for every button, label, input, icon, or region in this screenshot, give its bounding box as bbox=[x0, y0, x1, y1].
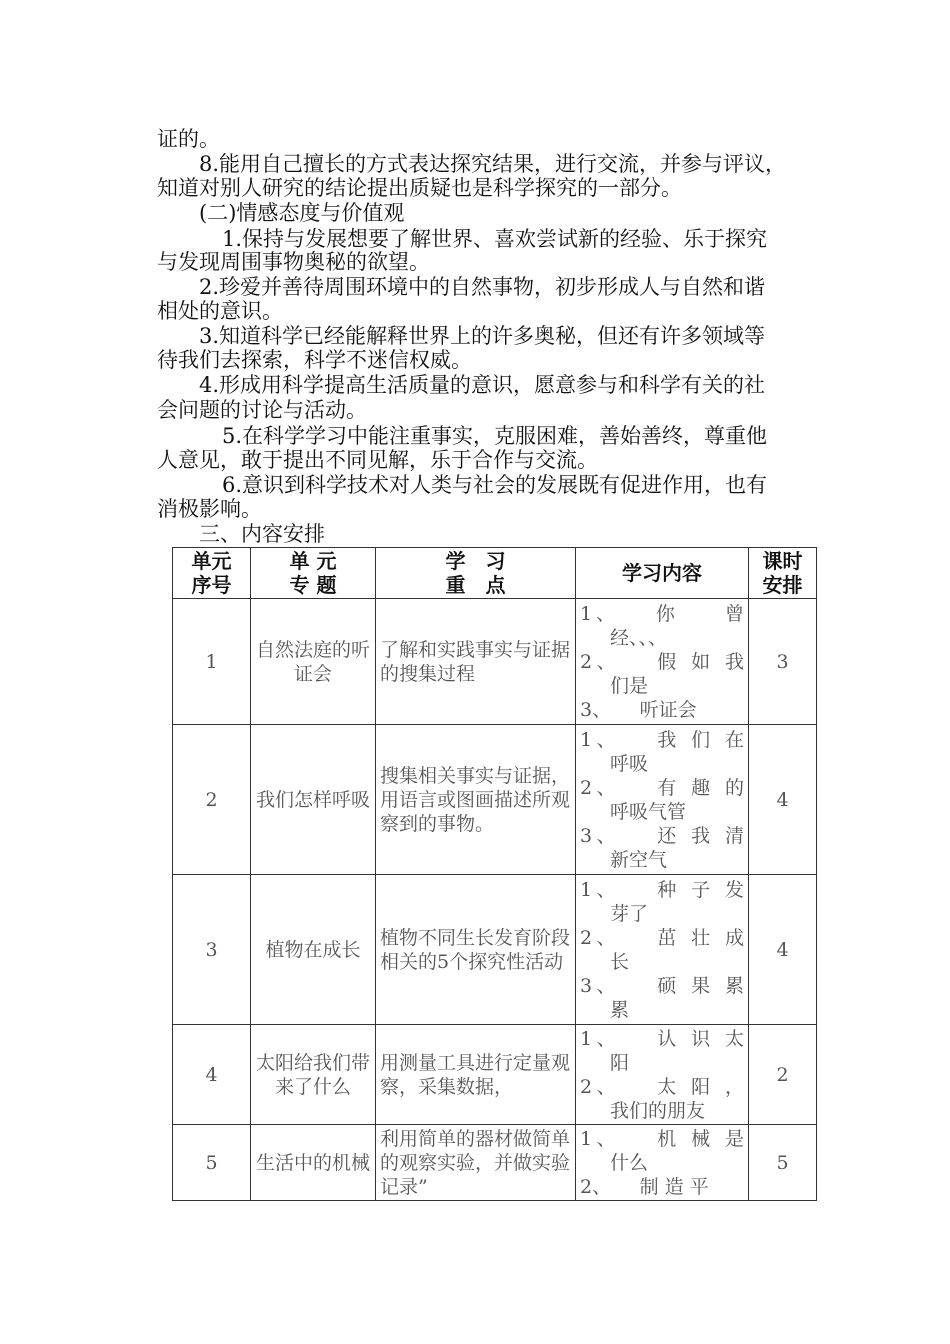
learning-focus: 搜集相关事实与证据，用语言或图画描述所观察到的事物。 bbox=[376, 725, 576, 875]
content-item-text: 我们的朋友 bbox=[610, 1099, 706, 1122]
content-item-text: 累 bbox=[610, 998, 630, 1021]
learning-focus: 了解和实践事实与证据的搜集过程 bbox=[376, 599, 576, 725]
header-unit-topic bbox=[251, 548, 376, 599]
content-item-text: 长 bbox=[610, 950, 630, 973]
paragraph-line: 证的。 bbox=[157, 127, 220, 151]
content-item-text: 们是 bbox=[610, 674, 649, 697]
header-learning-focus bbox=[376, 548, 576, 599]
content-item-text: 2、 假 如 我 bbox=[580, 650, 744, 673]
unit-number: 5 bbox=[173, 1125, 251, 1201]
learning-focus: 用测量工具进行定量观察，采集数据， bbox=[376, 1025, 576, 1125]
content-item-text: 1、 你 曾 bbox=[580, 602, 744, 625]
class-hours: 3 bbox=[749, 599, 817, 725]
content-item-text: 3、 听证会 bbox=[580, 698, 697, 721]
content-item-text: 2、 制 造 平 bbox=[580, 1175, 709, 1198]
content-item-text: 经、、、 bbox=[610, 626, 668, 649]
header-class-hours bbox=[749, 548, 817, 599]
content-item-text: 什么 bbox=[610, 1151, 649, 1174]
header-text: 安排 bbox=[762, 573, 803, 597]
section-heading: (二)情感态度与价值观 bbox=[199, 201, 405, 225]
paragraph-line: 消极影响。 bbox=[157, 497, 262, 521]
content-item bbox=[580, 1175, 744, 1199]
learning-content bbox=[576, 1025, 749, 1125]
header-text: 重 点 bbox=[445, 573, 506, 597]
section-heading: 三、内容安排 bbox=[199, 522, 325, 546]
unit-topic: 自然法庭的听证会 bbox=[251, 599, 376, 725]
paragraph-line: 3.知道科学已经能解释世界上的许多奥秘，但还有许多领域等 bbox=[199, 324, 766, 348]
content-item-text: 1、 机 械 是 bbox=[580, 1127, 744, 1150]
learning-content bbox=[576, 875, 749, 1025]
learning-focus: 利用简单的器材做简单的观察实验，并做实验记录” bbox=[376, 1125, 576, 1201]
learning-content bbox=[576, 599, 749, 725]
table-row bbox=[173, 1125, 817, 1201]
table-row bbox=[173, 875, 817, 1025]
content-item-text: 呼吸 bbox=[610, 752, 649, 775]
content-item-text: 1、 种 子 发 bbox=[580, 878, 744, 901]
content-item bbox=[580, 776, 744, 824]
paragraph-line: 6.意识到科学技术对人类与社会的发展既有促进作用，也有 bbox=[222, 473, 768, 497]
content-item-text: 新空气 bbox=[610, 848, 668, 871]
content-item-text: 3、 硕 果 累 bbox=[580, 974, 744, 997]
unit-topic: 我们怎样呼吸 bbox=[251, 725, 376, 875]
content-item-text: 芽了 bbox=[610, 902, 649, 925]
paragraph-line: 相处的意识。 bbox=[157, 299, 283, 323]
header-text: 课时 bbox=[762, 549, 803, 573]
paragraph-line: 5.在科学学习中能注重事实，克服困难，善始善终，尊重他 bbox=[222, 424, 768, 448]
paragraph-line: 人意见，敢于提出不同见解，乐于合作与交流。 bbox=[157, 448, 598, 472]
content-item bbox=[580, 728, 744, 776]
content-item bbox=[580, 926, 744, 974]
content-item bbox=[580, 1075, 744, 1123]
unit-number: 3 bbox=[173, 875, 251, 1025]
content-item-text: 1、 认 识 太 bbox=[580, 1027, 744, 1050]
paragraph-line: 待我们去探索，科学不迷信权威。 bbox=[157, 348, 472, 372]
content-item bbox=[580, 650, 744, 698]
header-learning-content bbox=[576, 548, 749, 599]
paragraph-line: 4.形成用科学提高生活质量的意识，愿意参与和科学有关的社 bbox=[199, 373, 766, 397]
content-item bbox=[580, 1127, 744, 1175]
unit-topic: 植物在成长 bbox=[251, 875, 376, 1025]
content-schedule-table bbox=[172, 547, 817, 1201]
content-item bbox=[580, 1027, 744, 1075]
content-item-text: 2、 茁 壮 成 bbox=[580, 926, 744, 949]
unit-number: 2 bbox=[173, 725, 251, 875]
content-item-text: 阳 bbox=[610, 1051, 630, 1074]
content-item-text: 1、 我 们 在 bbox=[580, 728, 744, 751]
table-row bbox=[173, 725, 817, 875]
content-item-text: 3、 还 我 清 bbox=[580, 824, 744, 847]
content-item bbox=[580, 698, 744, 722]
header-text: 序号 bbox=[191, 573, 232, 597]
paragraph-line: 8.能用自己擅长的方式表达探究结果，进行交流，并参与评议， bbox=[199, 152, 787, 176]
paragraph-line: 会问题的讨论与活动。 bbox=[157, 398, 367, 422]
unit-number: 1 bbox=[173, 599, 251, 725]
paragraph-line: 2.珍爱并善待周围环境中的自然事物，初步形成人与自然和谐 bbox=[199, 275, 766, 299]
content-item-text: 2、 太 阳 ， bbox=[580, 1075, 744, 1098]
header-text: 学习内容 bbox=[622, 561, 702, 585]
paragraph-line: 与发现周围事物奥秘的欲望。 bbox=[157, 250, 430, 274]
content-item bbox=[580, 878, 744, 926]
learning-content bbox=[576, 1125, 749, 1201]
header-text: 专 题 bbox=[289, 573, 337, 597]
learning-content bbox=[576, 725, 749, 875]
unit-topic: 生活中的机械 bbox=[251, 1125, 376, 1201]
learning-focus: 植物不同生长发育阶段相关的5个探究性活动 bbox=[376, 875, 576, 1025]
paragraph-line: 知道对别人研究的结论提出质疑也是科学探究的一部分。 bbox=[157, 176, 682, 200]
unit-number: 4 bbox=[173, 1025, 251, 1125]
class-hours: 4 bbox=[749, 725, 817, 875]
class-hours: 4 bbox=[749, 875, 817, 1025]
table-row bbox=[173, 1025, 817, 1125]
content-item bbox=[580, 974, 744, 1022]
content-item bbox=[580, 824, 744, 872]
content-item-text: 呼吸气管 bbox=[610, 800, 687, 823]
class-hours: 5 bbox=[749, 1125, 817, 1201]
content-item-text: 2、 有 趣 的 bbox=[580, 776, 744, 799]
content-item bbox=[580, 602, 744, 650]
class-hours: 2 bbox=[749, 1025, 817, 1125]
unit-topic: 太阳给我们带来了什么 bbox=[251, 1025, 376, 1125]
header-text: 学 习 bbox=[445, 549, 506, 573]
header-text: 单 元 bbox=[289, 549, 337, 573]
paragraph-line: 1.保持与发展想要了解世界、喜欢尝试新的经验、乐于探究 bbox=[222, 227, 768, 251]
header-text: 单元 bbox=[191, 549, 232, 573]
table-row bbox=[173, 599, 817, 725]
table-header-row bbox=[173, 548, 817, 599]
header-unit-number bbox=[173, 548, 251, 599]
